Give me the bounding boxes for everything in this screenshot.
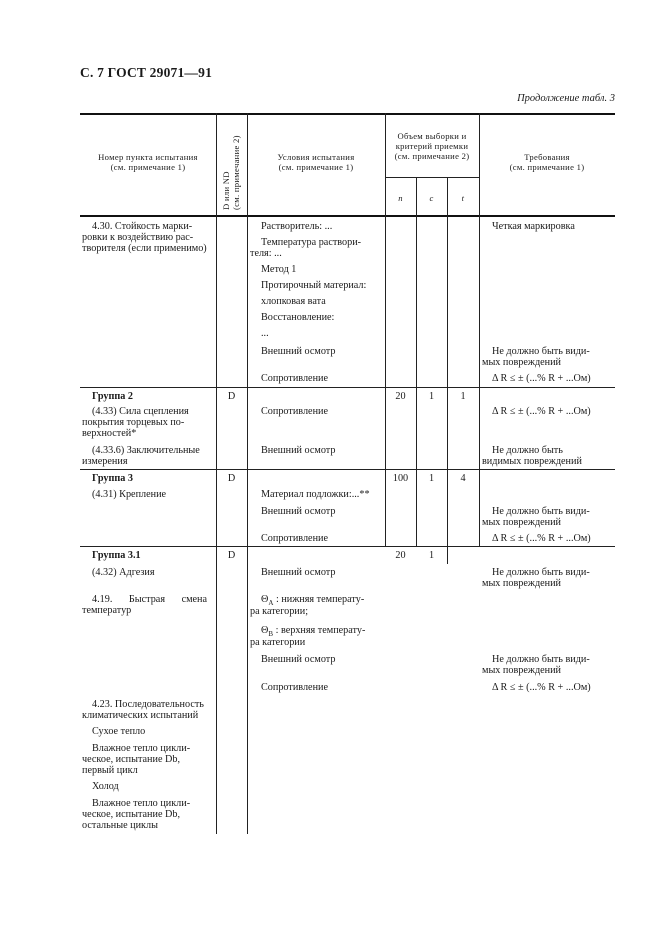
t-value: 4 xyxy=(460,473,466,484)
requirement-text: мых повреждений xyxy=(482,665,562,676)
c-value: 1 xyxy=(428,391,435,402)
page-title: С. 7 ГОСТ 29071—91 xyxy=(80,65,213,80)
requirement-text: Четкая маркировка xyxy=(492,221,575,232)
item-text: первый цикл xyxy=(82,765,138,776)
condition-text: Восстановление: xyxy=(261,312,335,323)
header-sample-size: Объем выборки и критерий приемки (см. примечание 2) xyxy=(394,131,470,161)
header-requirements: Требования (см. примечание 1) xyxy=(509,152,585,172)
item-text: ческое, испытание Db, xyxy=(82,754,181,765)
item-text: Сухое тепло xyxy=(92,726,146,737)
d-value: D xyxy=(227,550,236,561)
item-text: ровки к воздействию рас- xyxy=(82,232,194,243)
group-title: Группа 3.1 xyxy=(92,550,141,561)
condition-text: Температура раствори- xyxy=(261,237,362,248)
condition-text: Сопротивление xyxy=(261,406,329,417)
requirement-text: Δ R ≤ ± (...% R + ...Ом) xyxy=(492,373,591,384)
item-text: покрытия торцевых по- xyxy=(82,417,185,428)
condition-text: хлопковая вата xyxy=(261,296,326,307)
item-text: измерения xyxy=(82,456,128,467)
requirement-text: Δ R ≤ ± (...% R + ...Ом) xyxy=(492,406,591,417)
condition-text: Сопротивление xyxy=(261,373,329,384)
condition-text: Внешний осмотр xyxy=(261,654,336,665)
c-value: 1 xyxy=(428,550,435,561)
header-sub-n: n xyxy=(398,193,403,203)
requirement-text: мых повреждений xyxy=(482,517,562,528)
condition-text: Метод 1 xyxy=(261,264,297,275)
condition-text: Внешний осмотр xyxy=(261,506,336,517)
condition-text: Внешний осмотр xyxy=(261,567,336,578)
item-text: верхностей* xyxy=(82,428,137,439)
item-text: 4.19. Быстрая смена xyxy=(92,594,208,605)
condition-text: Сопротивление xyxy=(261,682,329,693)
requirement-text: Не должно быть види- xyxy=(492,567,590,578)
condition-text: теля: ... xyxy=(250,248,282,259)
item-text: температур xyxy=(82,605,132,616)
header-sub-c: c xyxy=(429,193,434,203)
condition-text: ра категории xyxy=(250,637,306,648)
d-value: D xyxy=(227,473,236,484)
header-test-conditions: Условия испытания (см. примечание 1) xyxy=(277,152,355,172)
n-value: 100 xyxy=(392,473,409,484)
condition-text: $\Theta_B$ : верхняя температу- xyxy=(261,625,366,639)
table-continuation-label: Продолжение табл. 3 xyxy=(517,93,615,104)
requirement-text: Не должно быть види- xyxy=(492,506,590,517)
item-text: Влажное тепло цикли- xyxy=(92,743,191,754)
n-value: 20 xyxy=(395,391,406,402)
header-d-or-nd: D или ND (см. примечание 2) xyxy=(221,135,241,210)
c-value: 1 xyxy=(428,473,435,484)
d-value: D xyxy=(227,391,236,402)
condition-text: ... xyxy=(261,328,269,339)
t-value: 1 xyxy=(460,391,466,402)
item-text: 4.30. Стойкость марки- xyxy=(92,221,193,232)
item-text: ческое, испытание Db, xyxy=(82,809,181,820)
item-text: 4.23. Последовательность xyxy=(92,699,204,710)
n-value: 20 xyxy=(395,550,406,561)
requirement-text: видимых повреждений xyxy=(482,456,582,467)
requirement-text: Не должно быть xyxy=(492,445,563,456)
requirement-text: Не должно быть види- xyxy=(492,654,590,665)
item-text: климатических испытаний xyxy=(82,710,199,721)
item-text: (4.32) Адгезия xyxy=(92,567,155,578)
item-text: Холод xyxy=(92,781,119,792)
condition-text: ра категории; xyxy=(250,606,309,617)
item-text: (4.31) Крепление xyxy=(92,489,167,500)
item-text: творителя (если применимо) xyxy=(82,243,207,254)
item-text: (4.33.6) Заключительные xyxy=(92,445,200,456)
item-text: (4.33) Сила сцепления xyxy=(92,406,189,417)
condition-text: Растворитель: ... xyxy=(261,221,333,232)
condition-text: $\Theta_A$ : нижняя температу- xyxy=(261,594,365,608)
condition-text: Внешний осмотр xyxy=(261,346,336,357)
requirement-text: мых повреждений xyxy=(482,578,562,589)
header-item-number: Номер пункта испытания (см. примечание 1) xyxy=(98,152,198,172)
requirement-text: мых повреждений xyxy=(482,357,562,368)
item-text: остальные циклы xyxy=(82,820,158,831)
header-sub-t: t xyxy=(461,193,465,203)
group-title: Группа 3 xyxy=(92,473,133,484)
requirement-text: Не должно быть види- xyxy=(492,346,590,357)
requirement-text: Δ R ≤ ± (...% R + ...Ом) xyxy=(492,682,591,693)
item-text: Влажное тепло цикли- xyxy=(92,798,191,809)
condition-text: Протирочный материал: xyxy=(261,280,367,291)
group-title: Группа 2 xyxy=(92,391,133,402)
condition-text: Материал подложки:...** xyxy=(261,489,370,500)
condition-text: Сопротивление xyxy=(261,533,329,544)
condition-text: Внешний осмотр xyxy=(261,445,336,456)
requirement-text: Δ R ≤ ± (...% R + ...Ом) xyxy=(492,533,591,544)
